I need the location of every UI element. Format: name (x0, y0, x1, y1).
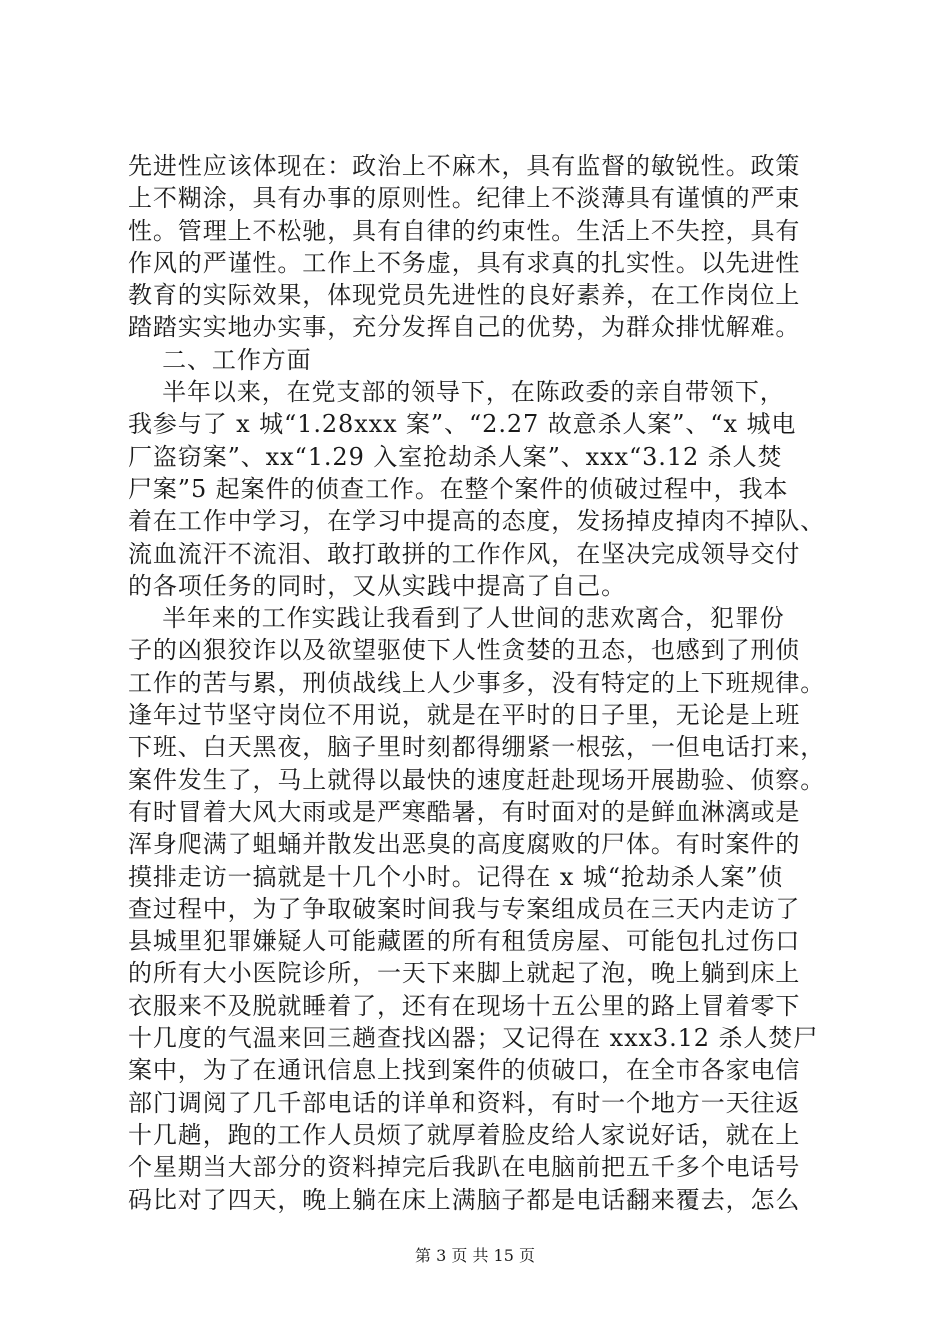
text-line: 浑身爬满了蛆蛹并散发出恶臭的高度腐败的尸体。有时案件的 (128, 830, 801, 859)
page-number-footer: 第 3 页 共 15 页 (415, 1246, 535, 1265)
text-line: 厂盗窃案”、xx“1.29 入室抢劫杀人案”、xxx“3.12 杀人焚 (128, 442, 783, 471)
text-line: 十几度的气温来回三趟查找凶器；又记得在 xxx3.12 杀人焚尸 (128, 1024, 819, 1053)
text-line: 的所有大小医院诊所，一天下来脚上就起了泡，晚上躺到床上 (128, 959, 801, 988)
text-line: 子的凶狠狡诈以及欲望驱使下人性贪婪的丑态，也感到了刑侦 (128, 636, 801, 665)
text-line: 上不糊涂，具有办事的原则性。纪律上不淡薄具有谨慎的严束 (128, 184, 801, 213)
text-line: 十几趟，跑的工作人员烦了就厚着脸皮给人家说好话，就在上 (128, 1120, 801, 1149)
text-line: 案中，为了在通讯信息上找到案件的侦破口，在全市各家电信 (128, 1056, 801, 1085)
text-line: 的各项任务的同时，又从实践中提高了自己。 (128, 571, 626, 600)
text-line: 先进性应该体现在：政治上不麻木，具有监督的敏锐性。政策 (128, 152, 801, 180)
text-line: 逢年过节坚守岗位不用说，就是在平时的日子里，无论是上班 (128, 701, 801, 730)
text-line: 尸案”5 起案件的侦查工作。在整个案件的侦破过程中，我本 (128, 474, 789, 503)
text-line: 踏踏实实地办实事，充分发挥自己的优势，为群众排忧解难。 (128, 313, 801, 342)
text-line: 半年以来，在党支部的领导下，在陈政委的亲自带领下， (128, 378, 785, 407)
text-line: 流血流汗不流泪、敢打敢拼的工作作风，在坚决完成领导交付 (128, 539, 801, 568)
document-body (128, 150, 828, 1216)
text-line: 查过程中，为了争取破案时间我与专案组成员在三天内走访了 (128, 894, 801, 923)
text-line: 下班、白天黑夜，脑子里时刻都得绷紧一根弦，一但电话打来， (128, 733, 826, 762)
text-line: 我参与了 x 城“1.28xxx 案”、“2.27 故意杀人案”、“x 城电 (128, 410, 797, 439)
section-heading: 二、工作方面 (128, 345, 312, 374)
text-line: 着在工作中学习，在学习中提高的态度，发扬掉皮掉肉不掉队、 (128, 507, 826, 536)
text-line: 教育的实际效果，体现党员先进性的良好素养，在工作岗位上 (128, 281, 801, 310)
text-line: 半年来的工作实践让我看到了人世间的悲欢离合，犯罪份 (128, 604, 785, 633)
text-line: 有时冒着大风大雨或是严寒酷暑，有时面对的是鲜血淋漓或是 (128, 797, 801, 826)
text-line: 部门调阅了几千部电话的详单和资料，有时一个地方一天往返 (128, 1088, 801, 1117)
text-line: 个星期当大部分的资料掉完后我趴在电脑前把五千多个电话号 (128, 1153, 801, 1182)
text-line: 作风的严谨性。工作上不务虚，具有求真的扎实性。以先进性 (128, 248, 801, 277)
text-line: 案件发生了，马上就得以最快的速度赶赴现场开展勘验、侦察。 (128, 765, 826, 794)
text-line: 县城里犯罪嫌疑人可能藏匿的所有租赁房屋、可能包扎过伤口 (128, 927, 801, 956)
text-line: 摸排走访一搞就是十几个小时。记得在 x 城“抢劫杀人案”侦 (128, 862, 784, 891)
text-line: 性。管理上不松驰，具有自律的约束性。生活上不失控，具有 (128, 216, 801, 245)
text-line: 工作的苦与累，刑侦战线上人少事多，没有特定的上下班规律。 (128, 668, 826, 697)
text-line: 衣服来不及脱就睡着了，还有在现场十五公里的路上冒着零下 (128, 991, 801, 1020)
text-line: 码比对了四天，晚上躺在床上满脑子都是电话翻来覆去，怎么 (128, 1185, 801, 1214)
